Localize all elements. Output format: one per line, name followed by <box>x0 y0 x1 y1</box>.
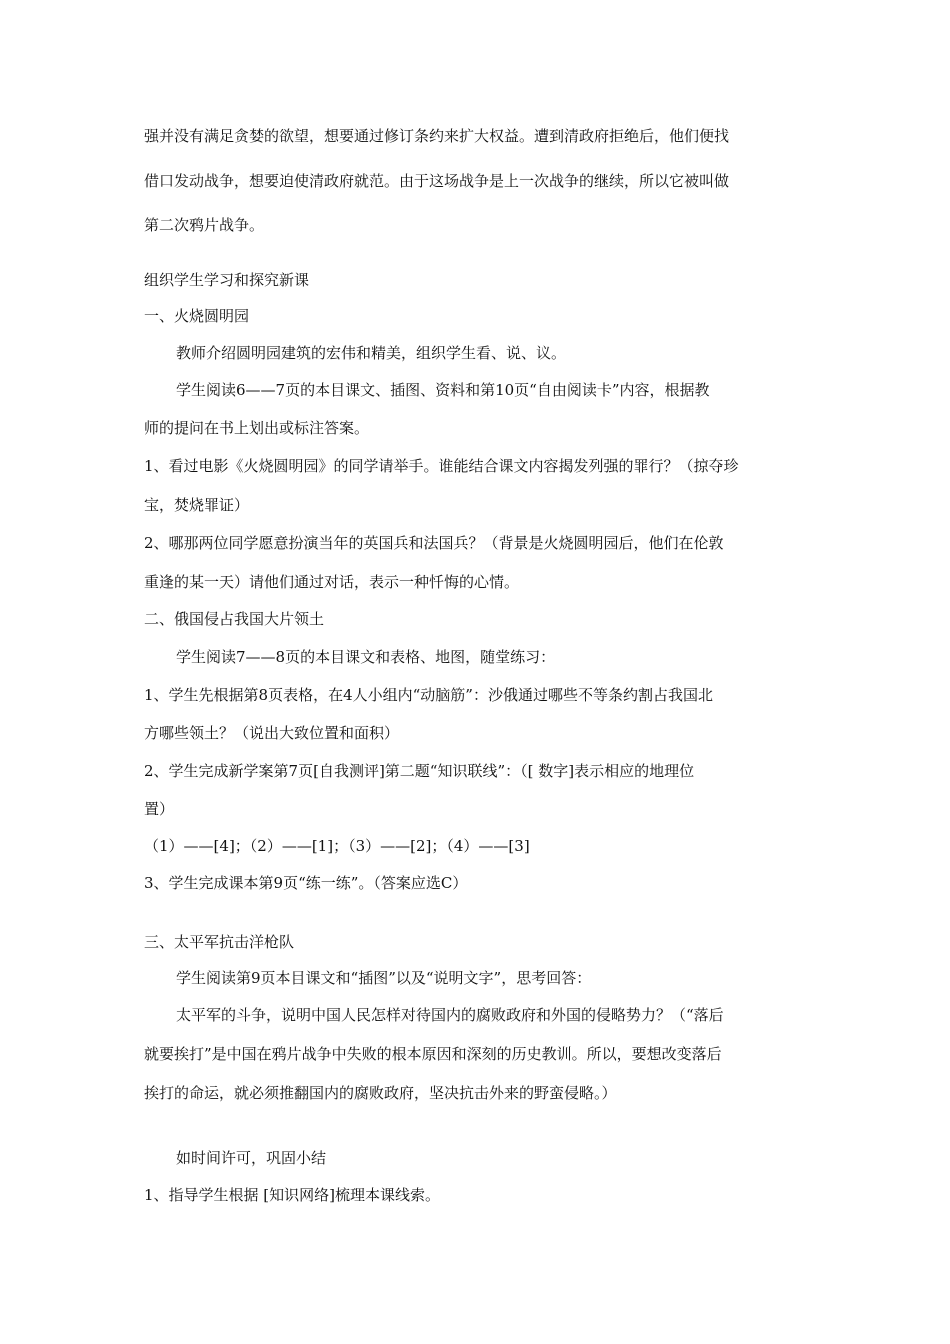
paragraph-line: 如时间许可，巩固小结 <box>176 1149 327 1167</box>
paragraph-line: 教师介绍圆明园建筑的宏伟和精美，组织学生看、说、议。 <box>176 344 567 362</box>
question-line: 3、学生完成课本第9页“练一练”。（答案应选C） <box>144 874 468 892</box>
paragraph-line: 学生阅读6——7页的本目课文、插图、资料和第10页“自由阅读卡”内容，根据教 <box>176 381 710 399</box>
section-heading: 二、俄国侵占我国大片领土 <box>144 610 325 628</box>
paragraph-line: 学生阅读7——8页的本目课文和表格、地图，随堂练习： <box>176 648 556 666</box>
paragraph-line: 第二次鸦片战争。 <box>144 216 265 234</box>
paragraph-line: 借口发动战争，想要迫使清政府就范。由于这场战争是上一次战争的继续，所以它被叫做 <box>144 172 730 190</box>
question-line: 重逢的某一天）请他们通过对话，表示一种忏悔的心情。 <box>144 573 520 591</box>
paragraph-line: 强并没有满足贪婪的欲望，想要通过修订条约来扩大权益。遭到清政府拒绝后，他们便找 <box>144 127 730 145</box>
question-line: 2、哪那两位同学愿意扮演当年的英国兵和法国兵？（背景是火烧圆明园后，他们在伦敦 <box>144 534 724 552</box>
question-line: 2、学生完成新学案第7页[自我测评]第二题“知识联线”：（[ 数字]表示相应的地理位 <box>144 762 695 780</box>
paragraph-line: 挨打的命运，就必须推翻国内的腐败政府，坚决抗击外来的野蛮侵略。） <box>144 1084 617 1102</box>
section-heading: 三、太平军抗击洋枪队 <box>144 933 295 951</box>
paragraph-line: 就要挨打”是中国在鸦片战争中失败的根本原因和深刻的历史教训。所以，要想改变落后 <box>144 1045 722 1063</box>
section-heading: 一、火烧圆明园 <box>144 307 250 325</box>
question-line: 1、指导学生根据 [知识网络]梳理本课线索。 <box>144 1186 441 1204</box>
question-line: 方哪些领土？（说出大致位置和面积） <box>144 724 400 742</box>
question-line: 置） <box>144 800 175 818</box>
paragraph-line: 太平军的斗争，说明中国人民怎样对待国内的腐败政府和外国的侵略势力？（“落后 <box>176 1006 724 1024</box>
question-line: 1、看过电影《火烧圆明园》的同学请举手。谁能结合课文内容揭发列强的罪行？（掠夺珍 <box>144 457 739 475</box>
question-line: 宝，焚烧罪证） <box>144 496 250 514</box>
section-heading: 组织学生学习和探究新课 <box>144 271 310 289</box>
paragraph-line: 学生阅读第9页本目课文和“插图”以及“说明文字”，思考回答： <box>176 969 592 987</box>
answer-line: （1）——[4]；（2）——[1]；（3）——[2]；（4）——[3] <box>144 837 530 855</box>
paragraph-line: 师的提问在书上划出或标注答案。 <box>144 419 370 437</box>
question-line: 1、学生先根据第8页表格，在4人小组内“动脑筋”：沙俄通过哪些不等条约割占我国北 <box>144 686 713 704</box>
